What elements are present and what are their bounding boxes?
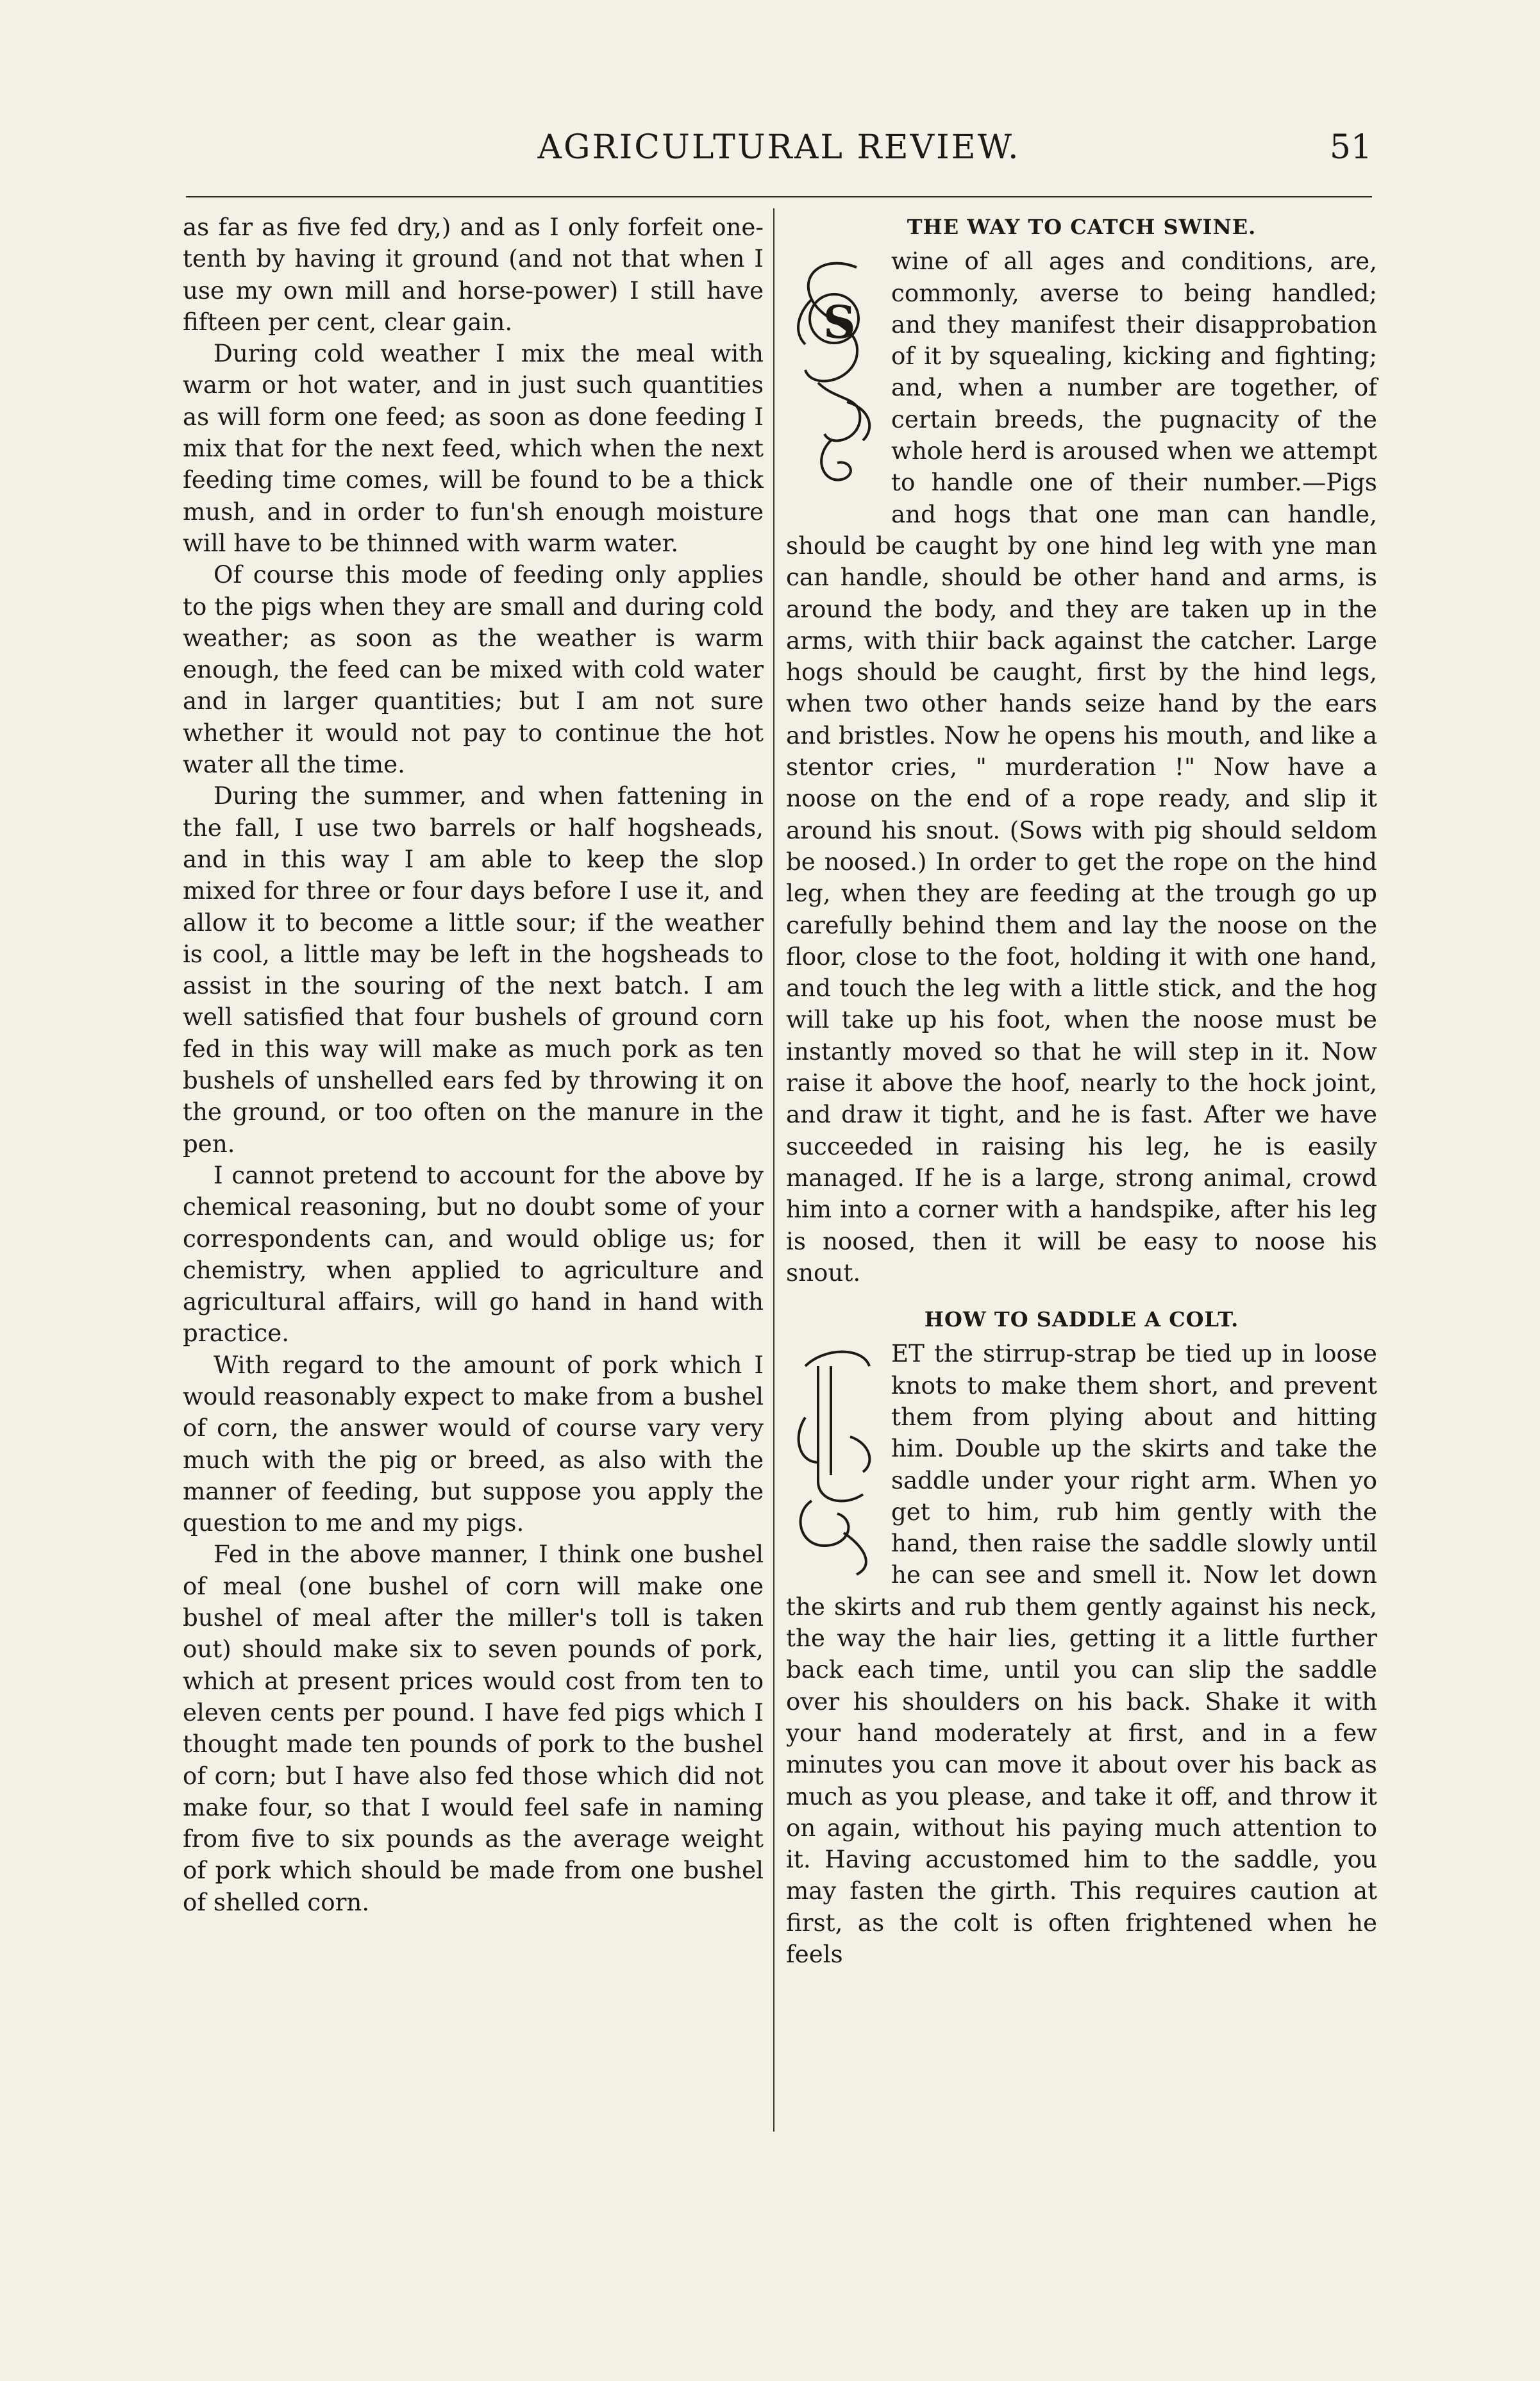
dropcap-s-icon xyxy=(786,248,882,511)
swine-body: wine of all ages and conditions, are, commonly, averse to being handled; and they manifest their disapprobation of it by squealing, kicking and fighting; and, when a number are together, of certain breeds, the pugnacity of the whole herd is aroused when we attempt to handle one of their number.—Pigs and hogs that one man can handle, should be caught by one hind leg with yne man can handle, should be other hand and arms, is around the body, and they are taken up in the arms, with thiir back against the catcher. Large hogs should be caught, first by the hind legs, when two other hands seize hand by the ears and bristles. Now he opens his mouth, and like a stentor cries, " murderation !" Now have a noose on the end of a rope ready, and slip it around his snout. (Sows with pig should seldom be noosed.) In order to get the rope on the hind leg, when they are feeding at the trough go up carefully behind them and lay the noose on the floor, close to the foot, holding it with one hand, and touch the leg with a little stick, and the hog will take up his foot, when the noose must be instantly moved so that he will step in it. Now raise it above the hoof, nearly to the hock joint, and draw it tight, and he is fast. After we have succeeded in raising his leg, he is easily managed. If he is a large, strong animal, crowd him into a corner with a handspike, after his leg is noosed, then it will be easy to noose his snout. xyxy=(786,247,1377,1287)
left-paragraph-6: With regard to the amount of pork which I would reasonably expect to make from a bushel of corn, the answer would of course vary very much with the pig or breed, as also with the manner of feeding, but suppose you apply the question to me and my pigs. xyxy=(183,1350,764,1537)
left-paragraph-2: During cold weather I mix the meal with warm or hot water, and in just such quantities as will form one feed; as soon as done feeding I mix that for the next feed, which when the next feeding time comes, will be found to be a thick mush, and in order to fun'sh enough moisture will have to be thinned with warm water. xyxy=(183,339,764,557)
ornamental-dropcap-l xyxy=(786,1341,882,1584)
ornamental-dropcap-s xyxy=(786,248,882,511)
left-paragraph-7: Fed in the above manner, I think one bushel of meal (one bushel of corn will make one bushel of meal after the miller's toll is taken out) should make six to seven pounds of pork, which at present prices would cost from ten to eleven cents per pound. I have fed pigs which I thought made ten pounds of pork to the bushel of corn; but I have also fed those which did not make four, so that I would feel safe in naming from five to six pounds as the average weight of pork which should be made from one bushel of shelled corn. xyxy=(183,1540,764,1916)
left-paragraph-3: Of course this mode of feeding only applies to the pigs when they are small and during cold weather; as soon as the weather is warm enough, the feed can be mixed with cold water and in larger quantities; but I am not sure whether it would not pay to continue the hot water all the time. xyxy=(183,560,764,779)
left-column xyxy=(183,212,764,1918)
left-paragraph-1: as far as five fed dry,) and as I only forfeit one-tenth by having it ground (and not that when I use my own mill and horse-power) I still have fifteen per cent, clear gain. xyxy=(183,213,764,336)
page-header xyxy=(186,128,1372,186)
right-column xyxy=(786,212,1377,1970)
section-heading-colt: HOW TO SADDLE A COLT. xyxy=(924,1307,1239,1332)
colt-body: ET the stirrup-strap be tied up in loose knots to make them short, and prevent them from plying about and hitting him. Double up the skirts and take the saddle under your right arm. When yo get to him, rub him gently with the hand, then raise the saddle slowly until he can see and smell it. Now let down the skirts and rub them gently against his neck, the way the hair lies, getting it a little further back each time, until you can slip the saddle over his shoulders on his back. Shake it with your hand moderately at first, and in a few minutes you can move it about over his back as much as you please, and take it off, and throw it on again, without his paying much attention to it. Having accustomed him to the saddle, you may fasten the girth. This requires caution at first, as the colt is often frightened when he feels xyxy=(786,1339,1377,1969)
header-rule xyxy=(186,196,1372,197)
section-heading-swine: THE WAY TO CATCH SWINE. xyxy=(907,215,1257,239)
left-paragraph-4: During the summer, and when fattening in the fall, I use two barrels or half hogsheads, and in this way I am able to keep the slop mixed for three or four days before I use it, and allow it to become a little sour; if the weather is cool, a little may be left in the hogsheads to assist in the souring of the next batch. I am well satisfied that four bushels of ground corn fed in this way will make as much pork as ten bushels of unshelled ears fed by throwing it on the ground, or too often on the manure in the pen. xyxy=(183,781,764,1158)
running-head: AGRICULTURAL REVIEW. xyxy=(537,128,1021,167)
left-paragraph-5: I cannot pretend to account for the above by chemical reasoning, but no doubt some of your correspondents can, and would oblige us; for chemistry, when applied to agriculture and agricultural affairs, will go hand in hand with practice. xyxy=(183,1160,764,1348)
svg-text:S: S xyxy=(823,296,856,349)
section-gap xyxy=(786,1289,1377,1304)
page-number: 51 xyxy=(1329,128,1372,167)
dropcap-l-icon xyxy=(786,1341,882,1584)
column-divider xyxy=(773,208,774,2132)
